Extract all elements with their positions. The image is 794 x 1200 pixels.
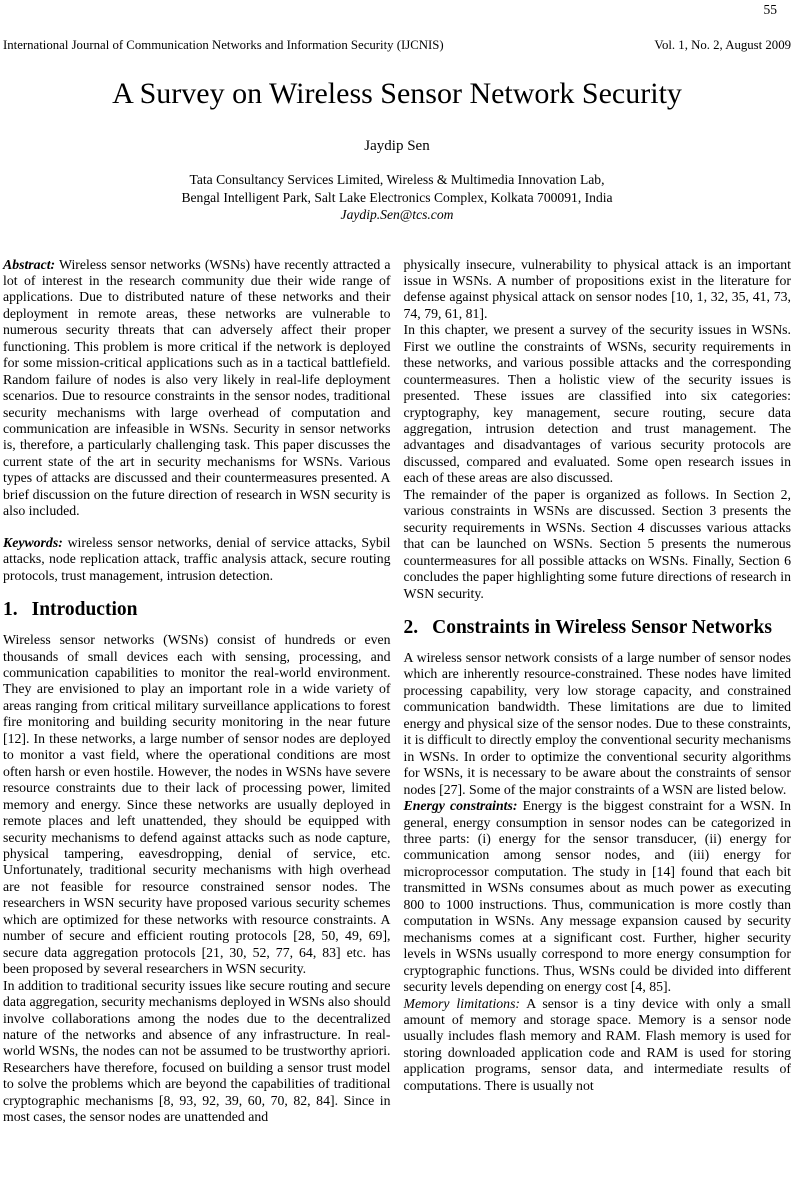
affiliation-line-1: Tata Consultancy Services Limited, Wireless & Multimedia Innovation Lab, [189,172,605,187]
energy-constraints-label: Energy constraints: [403,798,518,814]
issue-info: Vol. 1, No. 2, August 2009 [654,38,791,52]
author-email: Jaydip.Sen@tcs.com [340,207,454,222]
memory-limitations-label: Memory limitations: [403,995,521,1011]
paper-organization-paragraph: The remainder of the paper is organized as follows. In Section 2, various constraints in WSNs are discussed. Section 3 presents the security requirements in WSNs. Section 4 discusses various attacks that can be launched on WSNs. Section 5 presents the numerous countermeasures for all possible attacks on WSNs. Finally, Section 6 concludes the paper highlighting some future directions of research in WSN security. [403,486,791,601]
survey-overview-paragraph: In this chapter, we present a survey of the security issues in WSNs. First we outline the constraints of WSNs, security requirements in these networks, and various possible attacks and the corresponding countermeasures. Then a holistic view of the security issues is presented. These issues are classified into six categories: cryptography, key management, secure routing, secure data aggregation, intrusion detection and trust management. The advantages and disadvantages of various security protocols are discussed, compared and evaluated. Some open research issues in each of these areas are also discussed. [403,322,791,486]
running-header [0,37,794,53]
journal-name: International Journal of Communication Networks and Information Security (IJCNIS) [3,38,444,52]
right-column [404,257,792,1126]
constraints-paragraph: A wireless sensor network consists of a large number of sensor nodes which are inherently resource-constrained. These nodes have limited processing capability, very low storage capacity, and constrained communication bandwidth. These limitations are due to limited energy and physical size of the sensor nodes. Due to these constraints, it is difficult to directly employ the conventional security mechanisms in WSNs. In order to optimize the conventional security algorithms for WSNs, it is necessary to be aware about the constraints of sensor nodes [27]. Some of the major constraints of a WSN are listed below. [403,650,791,797]
memory-limitations-paragraph [404,996,792,1095]
section-2-number: 2. [403,617,419,639]
affiliation-block [0,171,794,206]
abstract-label: Abstract: [3,256,56,272]
section-2-heading [404,616,792,640]
section-2-title: Constraints in Wireless Sensor Networks [432,617,772,639]
section-1-title: Introduction [31,599,138,621]
two-column-body [0,257,794,1126]
introduction-paragraph-2: In addition to traditional security issues like secure routing and secure data aggregation, security mechanisms deployed in WSNs also should involve collaborations among the nodes due to the decentralized nature of the networks and absence of any infrastructure. In real-world WSNs, the nodes can not be assumed to be trustworthy apriori. Researchers have therefore, focused on building a sensor trust model to solve the problems which are beyond the capabilities of traditional cryptographic mechanisms [8, 93, 92, 39, 60, 70, 82, 84]. Since in most cases, the sensor nodes are unattended and [3,977,391,1125]
page-number: 55 [763,2,777,17]
paper-title: A Survey on Wireless Sensor Network Security [112,77,682,110]
abstract-paragraph [3,257,391,520]
author-name: Jaydip Sen [364,138,430,154]
keywords-label: Keywords: [3,534,63,550]
section-1-number: 1. [3,599,18,621]
keywords-paragraph [3,535,391,584]
keywords-text: wireless sensor networks, denial of service attacks, Sybil attacks, node replication attack, traffic analysis attack, secure routing protocols, trust management, intrusion detection. [3,534,391,583]
section-1-heading [3,598,391,622]
memory-limitations-text: A sensor is a tiny device with only a small amount of memory and storage space. Memory is a sensor node usually includes flash memory and RAM. Flash memory is used for storing downloaded application code and RAM is used for storing application programs, sensor data, and intermediate results of computations. There is usually not [403,995,791,1093]
affiliation-line-2: Bengal Intelligent Park, Salt Lake Electronics Complex, Kolkata 700091, India [181,189,613,205]
introduction-paragraph-1: Wireless sensor networks (WSNs) consist of hundreds or even thousands of small devices each with sensing, processing, and communication capabilities to monitor the real-world environment. They are envisioned to play an important role in a wide variety of areas ranging from critical military surveillance applications to forest fire monitoring and building security monitoring in the near future [12]. In these networks, a large number of sensor nodes are deployed to monitor a vast field, where the operational conditions are most often harsh or even hostile. However, the nodes in WSNs have severe resource constraints due to their lack of processing power, limited memory and energy. Since these networks are usually deployed in remote places and left unattended, they should be equipped with security mechanisms to defend against attacks such as node capture, physical tampering, eavesdropping, denial of service, etc. Unfortunately, traditional security mechanisms with high overhead are not feasible for resource constrained sensor nodes. The researchers in WSN security have proposed various security schemes which are optimized for these networks with resource constraints. A number of secure and efficient routing protocols [28, 50, 49, 69], secure data aggregation protocols [21, 30, 52, 77, 64, 83] etc. has been proposed by several researchers in WSN security. [3,632,391,977]
energy-constraints-text: Energy is the biggest constraint for a WSN. In general, energy consumption in sensor nodes can be categorized in three parts: (i) energy for the sensor transducer, (ii) energy for communication among sensor nodes, and (iii) energy for microprocessor computation. The study in [14] found that each bit transmitted in WSNs consumes about as much power as executing 800 to 1000 instructions. Thus, communication is more costly than computation in WSNs. Any message expansion caused by security mechanisms comes at a significant cost. Further, higher security levels in WSNs usually correspond to more energy consumption for cryptographic functions. Thus, WSNs could be divided into different security levels depending on energy cost [4, 85]. [403,798,792,995]
abstract-text: Wireless sensor networks (WSNs) have recently attracted a lot of interest in the research community due their wide range of applications. Due to distributed nature of these networks and their deployment in remote areas, these networks are vulnerable to numerous security threats that can adversely affect their proper functioning. This problem is more critical if the network is deployed for some mission-critical applications such as in a tactical battlefield. Random failure of nodes is also very likely in real-life deployment scenarios. Due to resource constraints in the sensor nodes, traditional security mechanisms with large overhead of computation and communication are infeasible in WSNs. Security in sensor networks is, therefore, a particularly challenging task. This paper discusses the current state of the art in security mechanisms for WSNs. Various types of attacks are discussed and their countermeasures presented. A brief discussion on the future direction of research in WSN security is also included. [3,256,391,519]
energy-constraints-paragraph [404,798,792,995]
physical-attack-paragraph: physically insecure, vulnerability to physical attack is an important issue in WSNs. A number of propositions exist in the literature for defense against physical attack on sensor nodes [10, 1, 32, 35, 41, 73, 74, 79, 61, 81]. [403,256,791,321]
left-column [3,257,391,1126]
